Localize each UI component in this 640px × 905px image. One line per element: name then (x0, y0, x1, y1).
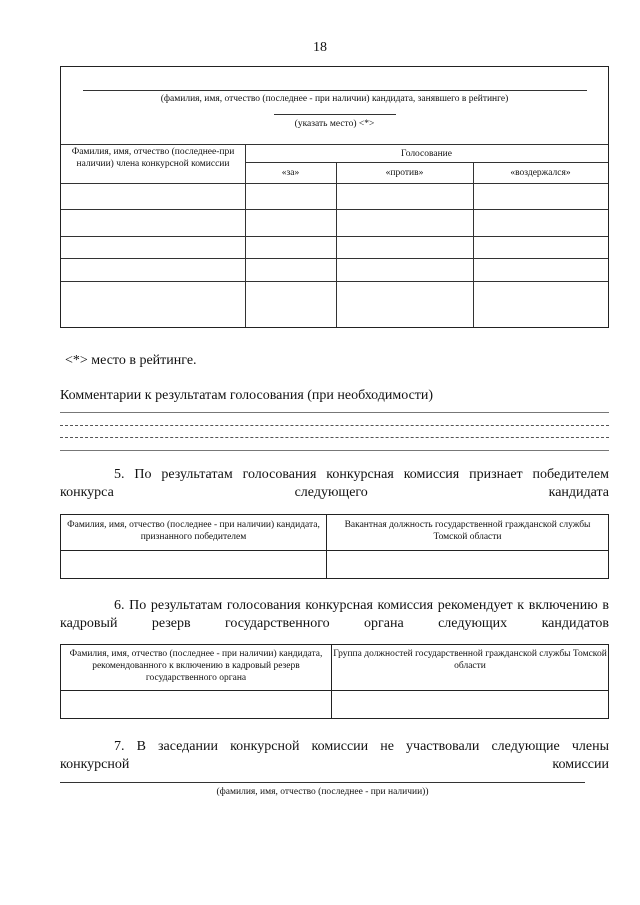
grid-line (336, 162, 337, 327)
place-line (274, 114, 396, 115)
grid-line (61, 236, 608, 237)
grid-line (61, 183, 608, 184)
reserve-name-header: Фамилия, имя, отчество (последнее - при наличии) кандидата, рекомендованного к включению в кадровый резерв государственного органа (61, 645, 332, 691)
col-abstained: «воздержался» (510, 168, 571, 178)
grid-line (245, 162, 608, 163)
reserve-table (60, 644, 609, 719)
voting-table (60, 66, 609, 328)
comments-label: Комментарии к результатам голосования (при необходимости) (60, 388, 434, 403)
vacancy-cell (327, 551, 609, 579)
grid-line (61, 144, 608, 145)
section-5-text: 5. По результатам голосования конкурсная комиссия признает победителем конкурса следующего кандидата (60, 467, 609, 500)
reserve-name-cell (61, 691, 332, 719)
winner-name-cell (61, 551, 327, 579)
comment-line (60, 450, 609, 451)
page-number: 18 (313, 40, 327, 55)
place-caption: (указать место) <*> (294, 119, 375, 129)
footnote: <*> место в рейтинге. (65, 353, 197, 368)
absent-members-line (60, 782, 585, 783)
comment-line (60, 412, 609, 413)
member-header: Фамилия, имя, отчество (последнее-при наличии) члена конкурсной комиссии (71, 147, 235, 169)
candidate-name-line (83, 90, 587, 91)
voting-header: Голосование (401, 149, 452, 159)
grid-line (473, 162, 474, 327)
comment-line (60, 437, 609, 438)
vacancy-header: Вакантная должность государственной гражданской службы Томской области (327, 515, 609, 551)
absent-members-caption: (фамилия, имя, отчество (последнее - при наличии)) (216, 787, 429, 797)
winner-table (60, 514, 609, 579)
grid-line (61, 281, 608, 282)
section-7-text: 7. В заседании конкурсной комиссии не участвовали следующие члены конкурсной комиссии (60, 739, 609, 772)
section-6-text: 6. По результатам голосования конкурсная комиссия рекомендует к включению в кадровый резерв государственного органа следующих кандидатов (60, 598, 609, 631)
col-against: «против» (385, 168, 424, 178)
comment-line (60, 425, 609, 426)
grid-line (61, 258, 608, 259)
position-group-header: Группа должностей государственной гражданской службы Томской области (332, 645, 609, 691)
col-for: «за» (281, 168, 300, 178)
grid-line (61, 209, 608, 210)
winner-name-header: Фамилия, имя, отчество (последнее - при наличии) кандидата, признанного победителем (61, 515, 327, 551)
position-group-cell (332, 691, 609, 719)
candidate-caption: (фамилия, имя, отчество (последнее - при наличии) кандидата, занявшего в рейтинге) (160, 94, 509, 104)
